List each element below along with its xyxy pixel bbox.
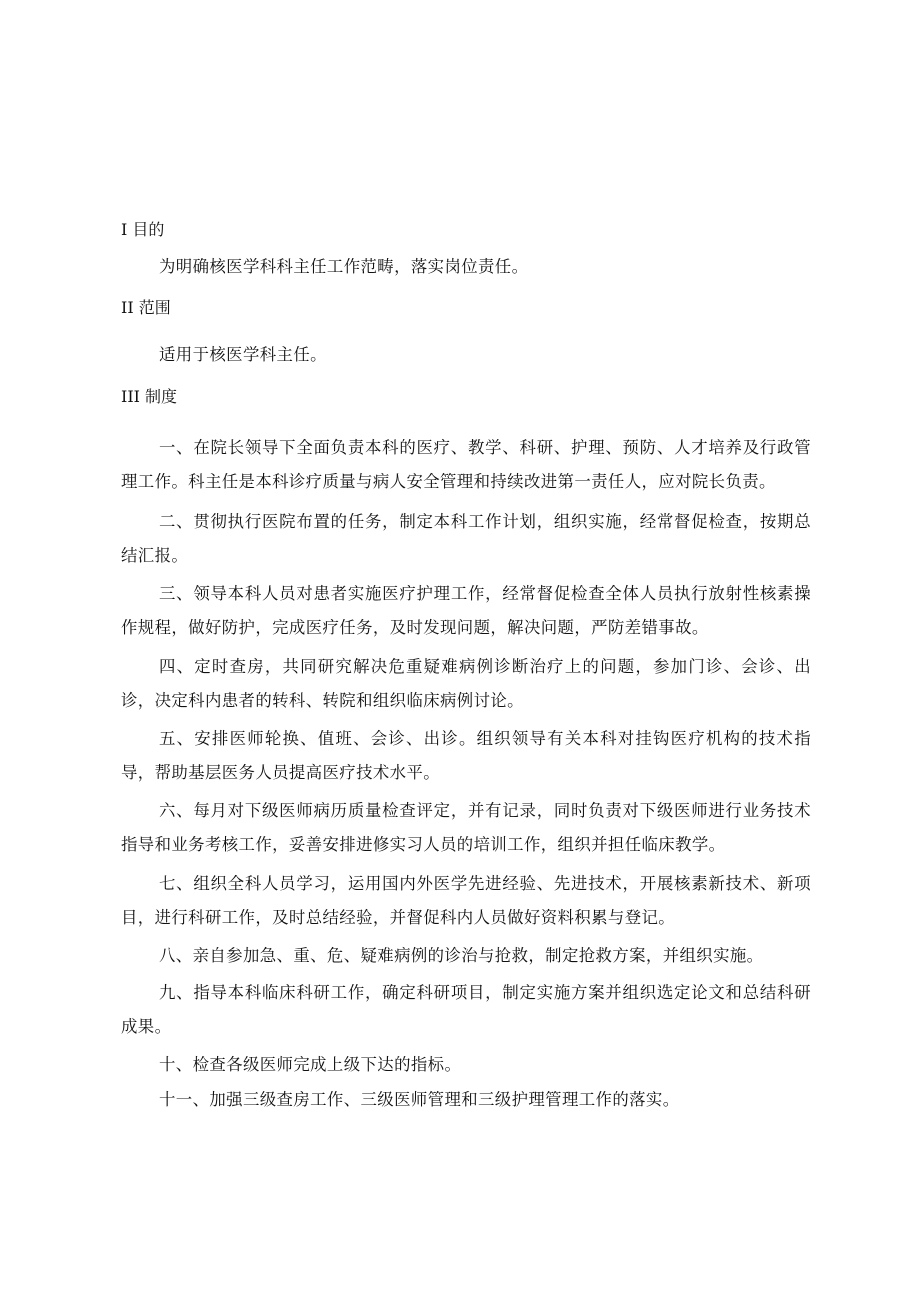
policy-item-10: 十、检查各级医师完成上级下达的指标。	[159, 1055, 462, 1074]
policy-item-5: 五、安排医师轮换、值班、会诊、出诊。组织领导有关本科对挂钩医疗机构的技术指导，帮助基层医务人员提高医疗技术水平。	[121, 729, 811, 782]
policy-item-7: 七、组织全科人员学习，运用国内外医学先进经验、先进技术，开展核素新技术、新项目，进行科研工作，及时总结经验，并督促科内人员做好资料积累与登记。	[121, 874, 811, 927]
section-heading-purpose: I 目的	[121, 220, 165, 239]
policy-item-6: 六、每月对下级医师病历质量检查评定，并有记录，同时负责对下级医师进行业务技术指导和业务考核工作，妥善安排进修实习人员的培训工作，组织并担任临床教学。	[121, 801, 811, 854]
policy-item-11: 十一、加强三级查房工作、三级医师管理和三级护理管理工作的落实。	[159, 1090, 680, 1109]
policy-item-9: 九、指导本科临床科研工作，确定科研项目，制定实施方案并组织选定论文和总结科研成果。	[121, 983, 811, 1036]
scope-paragraph: 适用于核医学科主任。	[159, 345, 327, 364]
section-heading-policy: III 制度	[121, 387, 178, 406]
section-heading-scope: II 范围	[121, 298, 171, 317]
policy-item-2: 二、贯彻执行医院布置的任务，制定本科工作计划，组织实施，经常督促检查，按期总结汇报。	[121, 512, 811, 565]
policy-item-1: 一、在院长领导下全面负责本科的医疗、教学、科研、护理、预防、人才培养及行政管理工作。科主任是本科诊疗质量与病人安全管理和持续改进第一责任人，应对院长负责。	[121, 438, 811, 491]
policy-item-3: 三、领导本科人员对患者实施医疗护理工作，经常督促检查全体人员执行放射性核素操作规程，做好防护，完成医疗任务，及时发现问题，解决问题，严防差错事故。	[121, 584, 811, 637]
policy-item-8: 八、亲自参加急、重、危、疑难病例的诊治与抢救，制定抢救方案，并组织实施。	[159, 946, 764, 965]
policy-item-4: 四、定时查房，共同研究解决危重疑难病例诊断治疗上的问题，参加门诊、会诊、出诊，决定科内患者的转科、转院和组织临床病例讨论。	[121, 657, 811, 710]
purpose-paragraph: 为明确核医学科科主任工作范畴，落实岗位责任。	[159, 257, 529, 276]
